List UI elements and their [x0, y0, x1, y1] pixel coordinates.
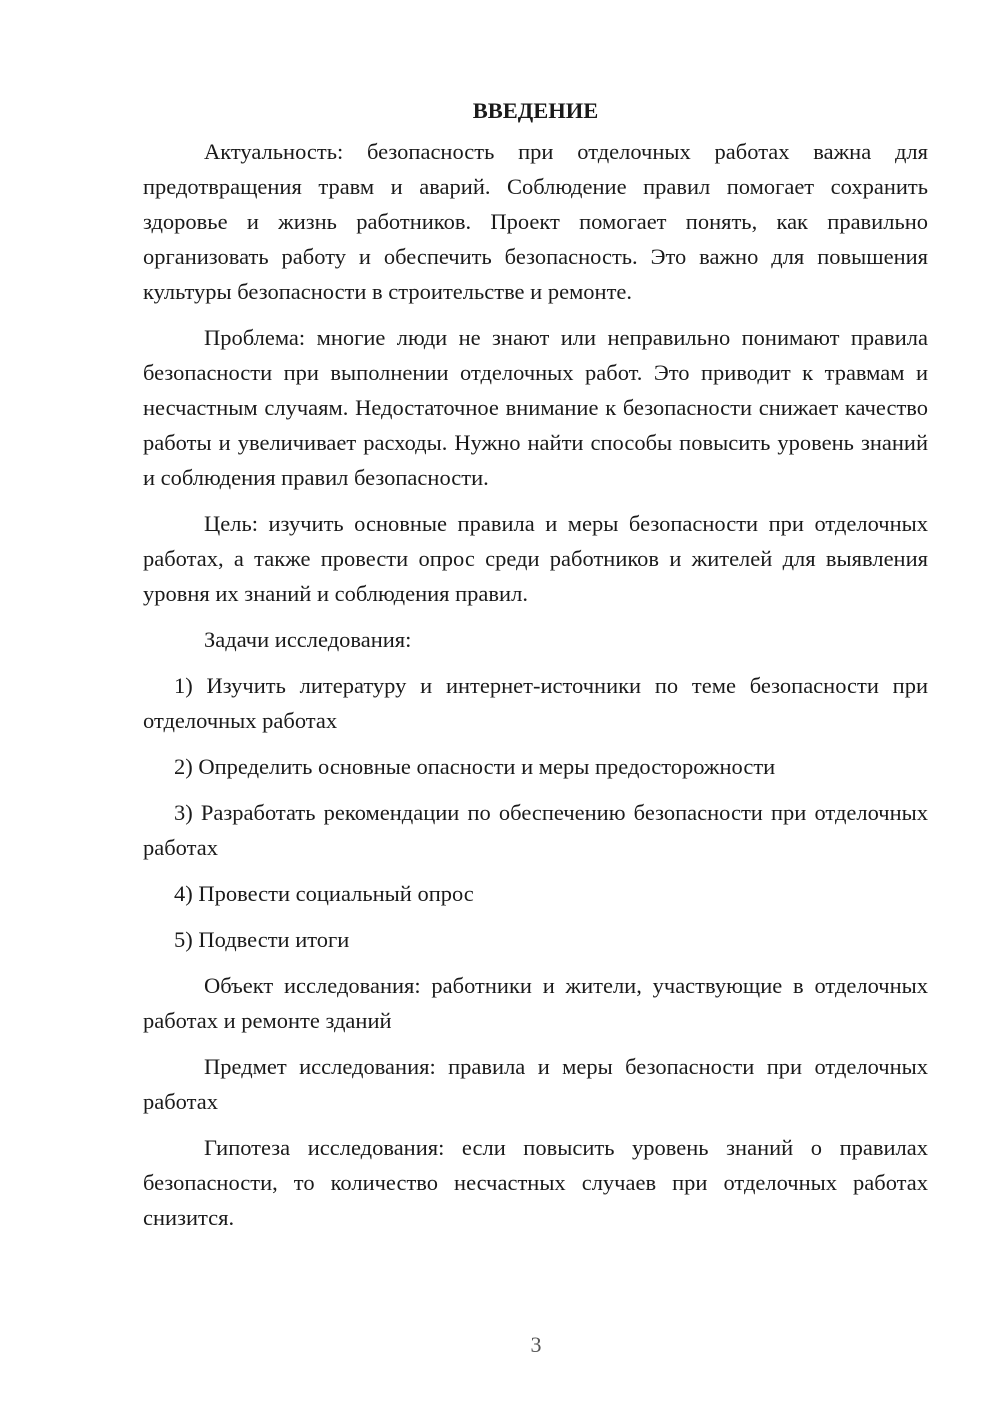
list-item: 5) Подвести итоги — [174, 927, 350, 952]
relevance-paragraph: Актуальность: безопасность при отделочных работах важна для предотвращения травм и аварий. Соблюдение правил помогает сохранить здоровье и жизнь работников. Проект помогает понять, как правильно организовать работу и обеспечить безопасность. Это важно для повышения культуры безопасности в строительстве и ремонте. — [143, 139, 928, 304]
page-number: 3 — [530, 1332, 542, 1357]
list-item: 4) Провести социальный опрос — [174, 881, 474, 906]
tasks-heading: Задачи исследования: — [204, 627, 412, 652]
page-title: ВВЕДЕНИЕ — [472, 98, 599, 123]
list-item: 2) Определить основные опасности и меры предосторожности — [174, 754, 776, 779]
object-paragraph: Объект исследования: работники и жители, участвующие в отделочных работах и ремонте зданий — [143, 973, 928, 1033]
list-item: 1) Изучить литературу и интернет-источники по теме безопасности при отделочных работах — [143, 673, 928, 733]
problem-paragraph: Проблема: многие люди не знают или неправильно понимают правила безопасности при выполнении отделочных работ. Это приводит к травмам и несчастным случаям. Недостаточное внимание к безопасности снижает качество работы и увеличивает расходы. Нужно найти способы повысить уровень знаний и соблюдения правил безопасности. — [143, 325, 928, 490]
list-item: 3) Разработать рекомендации по обеспечению безопасности при отделочных работах — [143, 800, 928, 860]
tasks-list — [143, 668, 928, 957]
subject-paragraph: Предмет исследования: правила и меры безопасности при отделочных работах — [143, 1054, 928, 1114]
goal-paragraph: Цель: изучить основные правила и меры безопасности при отделочных работах, а также провести опрос среди работников и жителей для выявления уровня их знаний и соблюдения правил. — [143, 511, 928, 606]
document-page — [143, 96, 928, 1246]
hypothesis-paragraph: Гипотеза исследования: если повысить уровень знаний о правилах безопасности, то количество несчастных случаев при отделочных работах снизится. — [143, 1135, 928, 1230]
